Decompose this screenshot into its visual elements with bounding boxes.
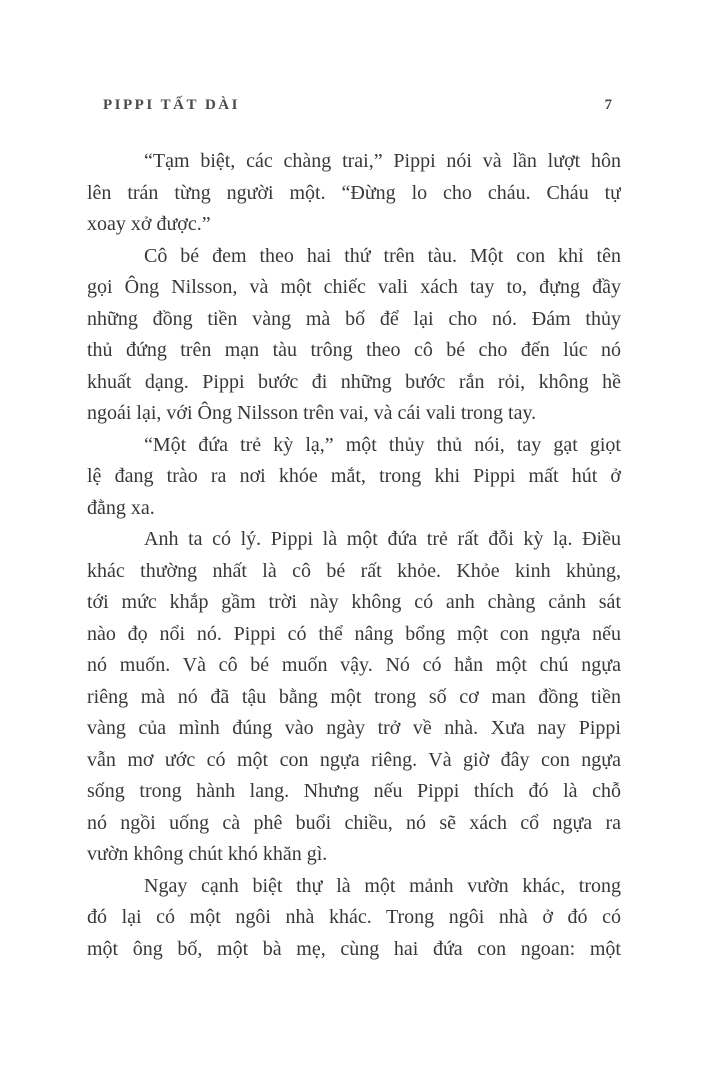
text-line: ngoái lại, với Ông Nilsson trên vai, và cái vali trong tay. bbox=[87, 402, 537, 424]
paragraph bbox=[87, 871, 621, 966]
text-line: gọi Ông Nilsson, và một chiếc vali xách tay to, đựng đầy bbox=[87, 276, 621, 298]
text-line: Anh ta có lý. Pippi là một đứa trẻ rất đỗi kỳ lạ. Điều bbox=[144, 528, 621, 550]
text-line: tới mức khắp gầm trời này không có anh chàng cảnh sát bbox=[87, 591, 621, 613]
text-line: lệ đang trào ra nơi khóe mắt, trong khi Pippi mất hút ở bbox=[87, 465, 621, 487]
text-line: vườn không chút khó khăn gì. bbox=[87, 843, 328, 865]
running-head bbox=[103, 97, 612, 114]
text-line: sống trong hành lang. Nhưng nếu Pippi thích đó là chỗ bbox=[87, 780, 621, 802]
text-line: thủ đứng trên mạn tàu trông theo cô bé cho đến lúc nó bbox=[87, 339, 621, 361]
text-line: Cô bé đem theo hai thứ trên tàu. Một con khỉ tên bbox=[144, 244, 621, 267]
text-line: nó muốn. Và cô bé muốn vậy. Nó có hẳn một chú ngựa bbox=[87, 654, 621, 676]
text-line: xoay xở được.” bbox=[87, 213, 211, 235]
text-line: nào đọ nổi nó. Pippi có thể nâng bổng một con ngựa nếu bbox=[87, 622, 621, 645]
text-line: khác thường nhất là cô bé rất khỏe. Khỏe kinh khủng, bbox=[87, 559, 621, 582]
text-line: vàng của mình đúng vào ngày trở về nhà. Xưa nay Pippi bbox=[87, 717, 621, 739]
paragraph bbox=[87, 241, 621, 430]
text-line: nó ngồi uống cà phê buổi chiều, nó sẽ xách cổ ngựa ra bbox=[87, 811, 621, 834]
text-line: một ông bố, một bà mẹ, cùng hai đứa con ngoan: một bbox=[87, 937, 621, 960]
text-line: vẫn mơ ước có một con ngựa riêng. Và giờ đây con ngựa bbox=[87, 748, 621, 771]
body-text bbox=[87, 146, 621, 965]
paragraph bbox=[87, 524, 621, 871]
text-line: những đồng tiền vàng mà bố để lại cho nó. Đám thủy bbox=[87, 307, 621, 330]
text-line: riêng mà nó đã tậu bằng một trong số cơ man đồng tiền bbox=[87, 685, 621, 708]
text-line: đó lại có một ngôi nhà khác. Trong ngôi nhà ở đó có bbox=[87, 906, 621, 928]
paragraph bbox=[87, 146, 621, 241]
running-title: PIPPI TẤT DÀI bbox=[103, 97, 240, 113]
text-line: “Tạm biệt, các chàng trai,” Pippi nói và lần lượt hôn bbox=[144, 150, 621, 172]
text-line: khuất dạng. Pippi bước đi những bước rắn rỏi, không hề bbox=[87, 370, 621, 393]
text-line: “Một đứa trẻ kỳ lạ,” một thủy thủ nói, tay gạt giọt bbox=[144, 433, 621, 456]
text-line: Ngay cạnh biệt thự là một mảnh vườn khác, trong bbox=[144, 874, 621, 897]
page-number: 7 bbox=[604, 97, 612, 113]
paragraph bbox=[87, 430, 621, 525]
text-line: lên trán từng người một. “Đừng lo cho cháu. Cháu tự bbox=[87, 181, 621, 204]
text-line: đằng xa. bbox=[87, 496, 155, 519]
